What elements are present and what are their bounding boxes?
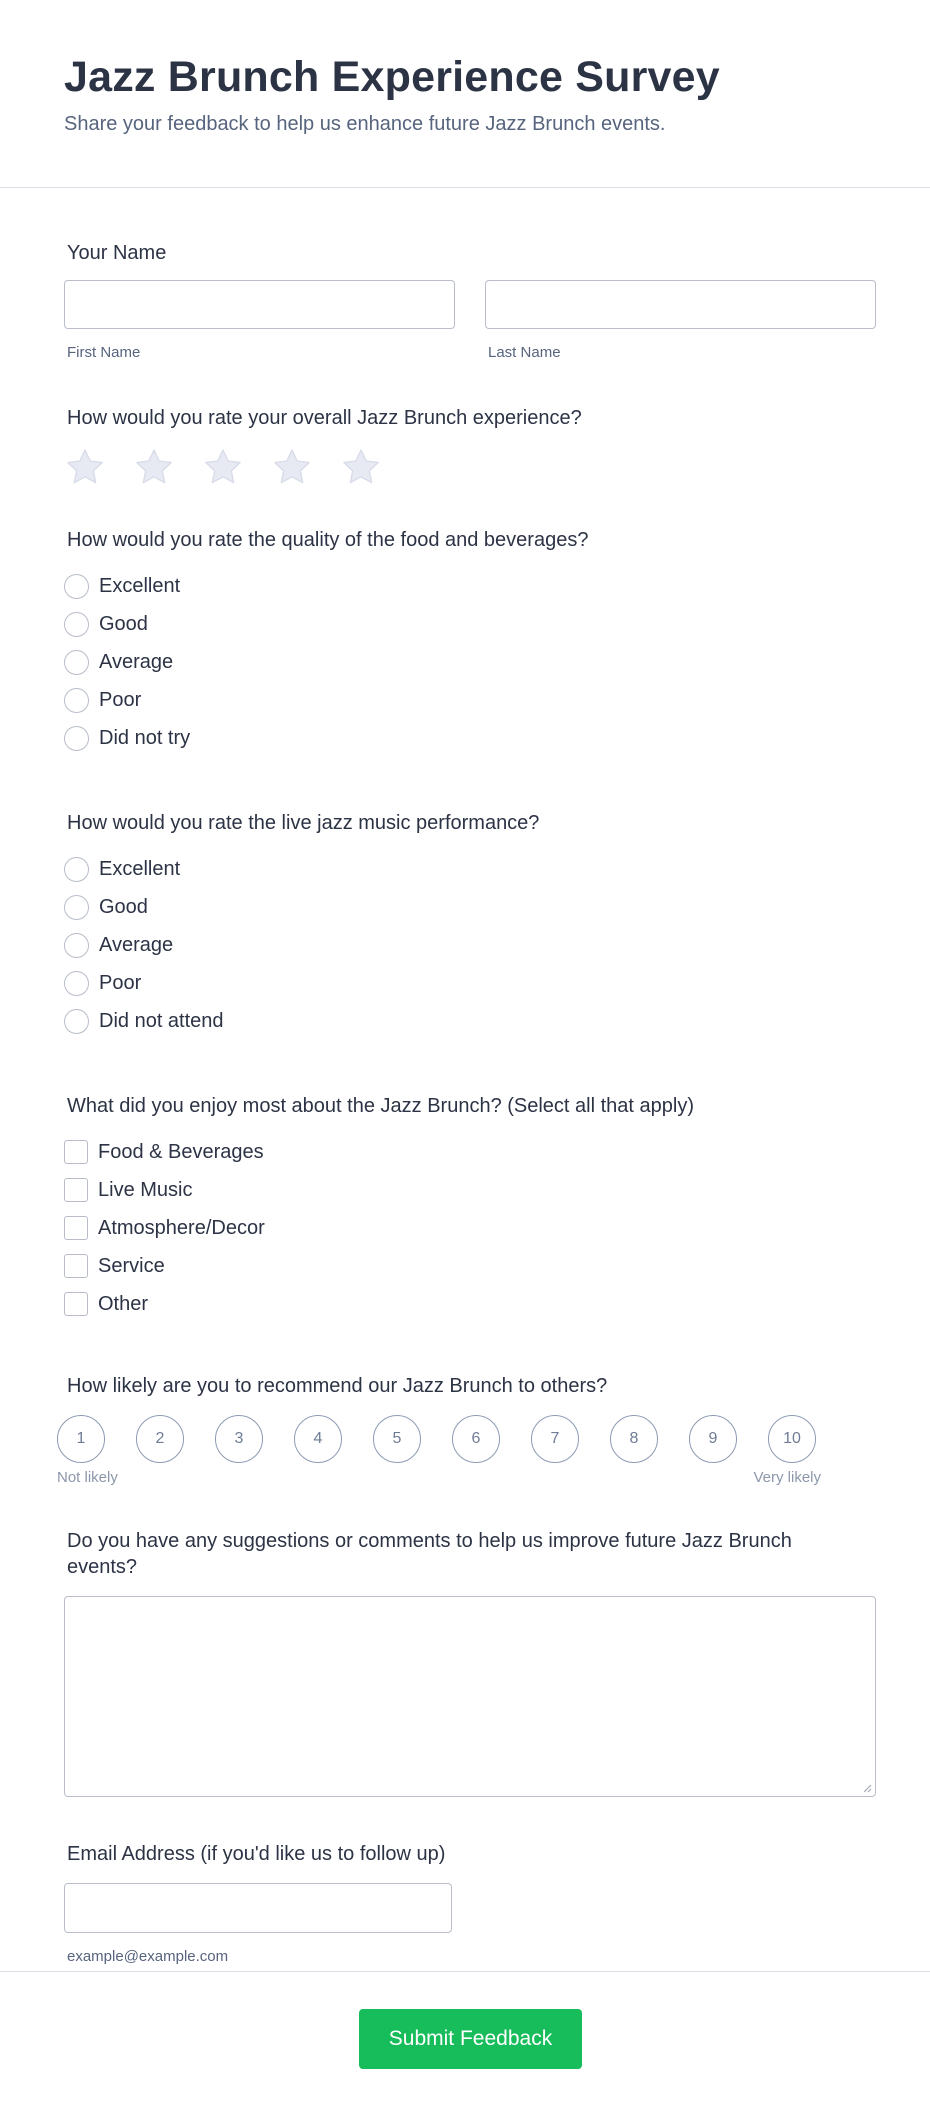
email-input[interactable] xyxy=(64,1883,452,1933)
scale-labels xyxy=(57,1469,821,1486)
radio-button[interactable] xyxy=(64,612,89,637)
enjoy-most-field xyxy=(64,1093,876,1323)
recommend-scale xyxy=(57,1415,876,1463)
music-option-did-not-attend[interactable] xyxy=(64,1002,876,1040)
email-field-group xyxy=(64,1841,876,1965)
food-options xyxy=(64,567,876,757)
survey-form xyxy=(0,240,930,1965)
star-icon[interactable] xyxy=(202,447,244,487)
scale-option-2[interactable]: 2 xyxy=(136,1415,184,1463)
scale-option-8[interactable]: 8 xyxy=(610,1415,658,1463)
scale-option-5[interactable]: 5 xyxy=(373,1415,421,1463)
scale-option-10[interactable]: 10 xyxy=(768,1415,816,1463)
option-label: Food & Beverages xyxy=(98,1140,264,1163)
enjoy-option-atmosphere-decor[interactable] xyxy=(64,1209,876,1247)
radio-button[interactable] xyxy=(64,933,89,958)
page-title: Jazz Brunch Experience Survey xyxy=(64,53,720,101)
checkbox[interactable] xyxy=(64,1216,88,1240)
scale-option-3[interactable]: 3 xyxy=(215,1415,263,1463)
scale-option-6[interactable]: 6 xyxy=(452,1415,500,1463)
music-option-poor[interactable] xyxy=(64,964,876,1002)
checkbox[interactable] xyxy=(64,1140,88,1164)
resize-grip-icon[interactable] xyxy=(863,1784,872,1793)
form-footer xyxy=(0,1971,930,2116)
music-option-good[interactable] xyxy=(64,888,876,926)
enjoy-option-food-beverages[interactable] xyxy=(64,1133,876,1171)
email-label: Email Address (if you'd like us to follow up) xyxy=(67,1843,446,1865)
option-label: Good xyxy=(99,612,148,635)
option-label: Excellent xyxy=(99,574,181,597)
option-label: Live Music xyxy=(98,1178,193,1201)
radio-button[interactable] xyxy=(64,1009,89,1034)
option-label: Average xyxy=(99,933,174,956)
option-label: Atmosphere/Decor xyxy=(98,1216,265,1239)
enjoy-option-other[interactable] xyxy=(64,1285,876,1323)
checkbox[interactable] xyxy=(64,1254,88,1278)
enjoy-most-label: What did you enjoy most about the Jazz Brunch? (Select all that apply) xyxy=(67,1095,695,1117)
suggestions-label: Do you have any suggestions or comments to help us improve future Jazz Brunch events? xyxy=(67,1530,792,1578)
food-option-average[interactable] xyxy=(64,643,876,681)
suggestions-field xyxy=(64,1528,876,1797)
radio-button[interactable] xyxy=(64,895,89,920)
food-rating-field xyxy=(64,527,876,757)
option-label: Other xyxy=(98,1292,149,1315)
enjoy-option-live-music[interactable] xyxy=(64,1171,876,1209)
music-option-average[interactable] xyxy=(64,926,876,964)
email-sublabel: example@example.com xyxy=(67,1948,229,1965)
radio-button[interactable] xyxy=(64,650,89,675)
scale-option-7[interactable]: 7 xyxy=(531,1415,579,1463)
last-name-input[interactable] xyxy=(485,280,876,329)
option-label: Average xyxy=(99,650,174,673)
star-icon[interactable] xyxy=(133,447,175,487)
food-option-poor[interactable] xyxy=(64,681,876,719)
name-label: Your Name xyxy=(67,242,167,264)
scale-max-label: Very likely xyxy=(753,1469,821,1486)
music-option-excellent[interactable] xyxy=(64,850,876,888)
food-option-excellent[interactable] xyxy=(64,567,876,605)
first-name-column xyxy=(64,280,455,361)
scale-option-4[interactable]: 4 xyxy=(294,1415,342,1463)
overall-rating-field xyxy=(64,405,876,487)
checkbox[interactable] xyxy=(64,1292,88,1316)
first-name-input[interactable] xyxy=(64,280,455,329)
name-row xyxy=(64,280,876,361)
last-name-sublabel: Last Name xyxy=(488,344,561,361)
submit-button[interactable]: Submit Feedback xyxy=(359,2009,582,2069)
star-icon[interactable] xyxy=(64,447,106,487)
star-icon[interactable] xyxy=(271,447,313,487)
food-option-good[interactable] xyxy=(64,605,876,643)
checkbox[interactable] xyxy=(64,1178,88,1202)
music-rating-label: How would you rate the live jazz music performance? xyxy=(67,812,540,834)
scale-option-1[interactable]: 1 xyxy=(57,1415,105,1463)
option-label: Did not try xyxy=(99,726,191,749)
radio-button[interactable] xyxy=(64,726,89,751)
option-label: Poor xyxy=(99,971,142,994)
scale-option-9[interactable]: 9 xyxy=(689,1415,737,1463)
recommend-field xyxy=(57,1373,876,1486)
enjoy-options xyxy=(64,1133,876,1323)
food-rating-label: How would you rate the quality of the food and beverages? xyxy=(67,529,589,551)
food-option-did-not-try[interactable] xyxy=(64,719,876,757)
form-header xyxy=(0,0,930,188)
suggestions-textarea[interactable] xyxy=(64,1596,876,1797)
first-name-sublabel: First Name xyxy=(67,344,141,361)
radio-button[interactable] xyxy=(64,574,89,599)
overall-rating-label: How would you rate your overall Jazz Brunch experience? xyxy=(67,407,582,429)
recommend-label: How likely are you to recommend our Jazz Brunch to others? xyxy=(67,1375,608,1397)
name-field xyxy=(64,240,876,361)
radio-button[interactable] xyxy=(64,857,89,882)
radio-button[interactable] xyxy=(64,688,89,713)
enjoy-option-service[interactable] xyxy=(64,1247,876,1285)
music-rating-field xyxy=(64,810,876,1040)
option-label: Poor xyxy=(99,688,142,711)
option-label: Good xyxy=(99,895,148,918)
scale-min-label: Not likely xyxy=(57,1469,118,1486)
last-name-column xyxy=(485,280,876,361)
page-subtitle: Share your feedback to help us enhance future Jazz Brunch events. xyxy=(64,113,666,135)
radio-button[interactable] xyxy=(64,971,89,996)
music-options xyxy=(64,850,876,1040)
star-icon[interactable] xyxy=(340,447,382,487)
star-rating xyxy=(64,447,876,487)
option-label: Did not attend xyxy=(99,1009,224,1032)
option-label: Service xyxy=(98,1254,165,1277)
option-label: Excellent xyxy=(99,857,181,880)
